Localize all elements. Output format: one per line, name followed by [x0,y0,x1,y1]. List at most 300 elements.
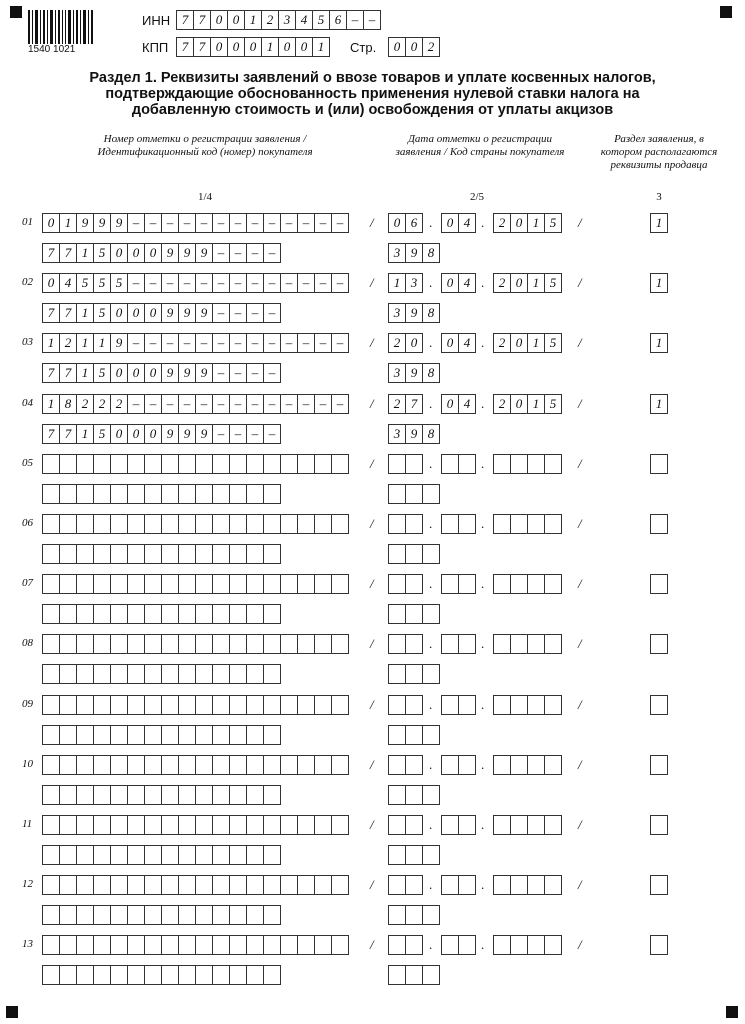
char-cell[interactable] [144,725,162,745]
char-cell[interactable] [458,755,476,775]
char-cell[interactable] [527,695,545,715]
char-cell[interactable] [229,875,247,895]
char-cell[interactable]: 1 [42,394,60,414]
char-cell[interactable] [388,845,406,865]
char-cell[interactable] [59,544,77,564]
char-cell[interactable]: – [263,424,281,444]
char-cell[interactable] [388,454,406,474]
char-cell[interactable]: 1 [76,243,94,263]
char-cell[interactable]: 8 [422,243,440,263]
char-cell[interactable]: 6 [405,213,423,233]
country-code-field[interactable] [388,484,440,504]
char-cell[interactable] [76,815,94,835]
char-cell[interactable]: – [212,363,230,383]
buyer-id-field[interactable] [42,845,281,865]
char-cell[interactable] [195,755,213,775]
char-cell[interactable] [212,664,230,684]
char-cell[interactable]: 0 [144,363,162,383]
registration-number-field[interactable] [42,454,349,474]
char-cell[interactable] [246,725,264,745]
char-cell[interactable] [246,875,264,895]
char-cell[interactable] [493,514,511,534]
char-cell[interactable]: – [161,394,179,414]
char-cell[interactable] [127,604,145,624]
char-cell[interactable] [76,484,94,504]
char-cell[interactable] [388,544,406,564]
char-cell[interactable] [388,815,406,835]
char-cell[interactable] [422,905,440,925]
char-cell[interactable] [493,815,511,835]
char-cell[interactable] [229,604,247,624]
char-cell[interactable] [229,965,247,985]
date-year-field[interactable] [493,514,562,534]
char-cell[interactable] [42,785,60,805]
char-cell[interactable] [297,875,315,895]
char-cell[interactable] [144,454,162,474]
char-cell[interactable] [59,785,77,805]
char-cell[interactable]: – [263,273,281,293]
char-cell[interactable] [59,634,77,654]
char-cell[interactable] [42,634,60,654]
date-day-field[interactable] [388,755,423,775]
date-year-field[interactable] [493,815,562,835]
char-cell[interactable]: 0 [227,10,245,30]
char-cell[interactable] [59,604,77,624]
char-cell[interactable] [42,905,60,925]
char-cell[interactable] [314,695,332,715]
char-cell[interactable] [544,634,562,654]
char-cell[interactable] [76,574,94,594]
char-cell[interactable] [405,845,423,865]
date-year-field[interactable] [493,273,562,293]
char-cell[interactable]: 1 [76,303,94,323]
char-cell[interactable]: 0 [210,37,228,57]
char-cell[interactable] [493,634,511,654]
char-cell[interactable] [544,875,562,895]
char-cell[interactable] [263,965,281,985]
seller-section-field[interactable] [650,273,668,293]
char-cell[interactable] [246,695,264,715]
char-cell[interactable]: – [195,333,213,353]
char-cell[interactable] [650,875,668,895]
char-cell[interactable] [144,845,162,865]
char-cell[interactable]: – [246,303,264,323]
char-cell[interactable]: 7 [176,10,194,30]
char-cell[interactable] [110,785,128,805]
char-cell[interactable]: – [144,213,162,233]
char-cell[interactable]: – [178,394,196,414]
char-cell[interactable]: 1 [388,273,406,293]
char-cell[interactable] [527,815,545,835]
char-cell[interactable] [127,695,145,715]
char-cell[interactable] [441,514,459,534]
char-cell[interactable]: – [246,363,264,383]
char-cell[interactable] [178,755,196,775]
char-cell[interactable] [527,755,545,775]
char-cell[interactable] [246,785,264,805]
char-cell[interactable]: 8 [422,303,440,323]
char-cell[interactable] [297,815,315,835]
char-cell[interactable] [195,574,213,594]
char-cell[interactable] [405,905,423,925]
char-cell[interactable] [110,845,128,865]
char-cell[interactable]: 1 [59,213,77,233]
char-cell[interactable] [422,725,440,745]
char-cell[interactable] [422,664,440,684]
char-cell[interactable] [280,695,298,715]
char-cell[interactable] [331,574,349,594]
buyer-id-field[interactable] [42,544,281,564]
char-cell[interactable] [441,695,459,715]
char-cell[interactable] [161,484,179,504]
buyer-id-field[interactable] [42,604,281,624]
char-cell[interactable] [246,454,264,474]
char-cell[interactable] [110,454,128,474]
char-cell[interactable]: 6 [329,10,347,30]
char-cell[interactable] [178,845,196,865]
date-year-field[interactable] [493,695,562,715]
char-cell[interactable] [527,454,545,474]
char-cell[interactable]: 0 [244,37,262,57]
char-cell[interactable] [110,905,128,925]
char-cell[interactable] [127,815,145,835]
char-cell[interactable] [59,875,77,895]
char-cell[interactable] [246,514,264,534]
char-cell[interactable] [229,815,247,835]
date-day-field[interactable] [388,935,423,955]
char-cell[interactable] [388,755,406,775]
char-cell[interactable]: 3 [388,303,406,323]
date-day-field[interactable] [388,815,423,835]
char-cell[interactable] [195,815,213,835]
char-cell[interactable]: – [195,273,213,293]
char-cell[interactable] [229,454,247,474]
char-cell[interactable] [42,574,60,594]
char-cell[interactable] [76,965,94,985]
char-cell[interactable] [314,935,332,955]
char-cell[interactable] [263,935,281,955]
char-cell[interactable] [280,935,298,955]
char-cell[interactable] [314,634,332,654]
char-cell[interactable]: 0 [110,243,128,263]
char-cell[interactable]: 4 [458,213,476,233]
char-cell[interactable] [195,845,213,865]
char-cell[interactable] [297,634,315,654]
char-cell[interactable]: 2 [493,394,511,414]
char-cell[interactable]: 0 [405,333,423,353]
char-cell[interactable]: – [229,394,247,414]
seller-section-field[interactable] [650,875,668,895]
char-cell[interactable] [144,695,162,715]
char-cell[interactable] [527,574,545,594]
char-cell[interactable] [212,785,230,805]
char-cell[interactable] [76,454,94,474]
char-cell[interactable]: 4 [458,273,476,293]
char-cell[interactable]: 9 [178,243,196,263]
char-cell[interactable] [246,935,264,955]
char-cell[interactable]: 7 [42,424,60,444]
char-cell[interactable] [331,875,349,895]
char-cell[interactable] [161,905,179,925]
char-cell[interactable] [178,785,196,805]
char-cell[interactable] [161,725,179,745]
date-day-field[interactable] [388,394,423,414]
char-cell[interactable]: – [144,394,162,414]
char-cell[interactable] [76,935,94,955]
char-cell[interactable] [212,935,230,955]
date-year-field[interactable] [493,634,562,654]
char-cell[interactable] [212,484,230,504]
char-cell[interactable]: 0 [441,333,459,353]
char-cell[interactable]: – [263,394,281,414]
char-cell[interactable]: 5 [93,273,111,293]
country-code-field[interactable] [388,965,440,985]
char-cell[interactable]: – [280,273,298,293]
char-cell[interactable] [42,815,60,835]
char-cell[interactable] [650,514,668,534]
char-cell[interactable] [195,785,213,805]
seller-section-field[interactable] [650,695,668,715]
char-cell[interactable] [493,695,511,715]
char-cell[interactable] [544,514,562,534]
char-cell[interactable] [405,514,423,534]
char-cell[interactable] [263,544,281,564]
char-cell[interactable] [263,514,281,534]
char-cell[interactable] [331,634,349,654]
char-cell[interactable] [178,695,196,715]
country-code-field[interactable] [388,424,440,444]
char-cell[interactable] [229,905,247,925]
char-cell[interactable] [388,935,406,955]
date-month-field[interactable] [441,514,476,534]
char-cell[interactable]: 5 [93,424,111,444]
char-cell[interactable]: – [127,394,145,414]
char-cell[interactable]: 7 [59,243,77,263]
char-cell[interactable] [76,875,94,895]
registration-number-field[interactable] [42,755,349,775]
char-cell[interactable]: – [346,10,364,30]
char-cell[interactable]: 2 [388,394,406,414]
char-cell[interactable] [42,604,60,624]
char-cell[interactable] [212,544,230,564]
char-cell[interactable]: – [280,394,298,414]
char-cell[interactable] [263,755,281,775]
char-cell[interactable]: 8 [422,424,440,444]
char-cell[interactable]: 0 [144,424,162,444]
char-cell[interactable] [458,574,476,594]
char-cell[interactable]: 0 [127,424,145,444]
char-cell[interactable]: 5 [110,273,128,293]
char-cell[interactable]: 9 [195,243,213,263]
char-cell[interactable] [458,454,476,474]
char-cell[interactable]: 7 [42,363,60,383]
date-month-field[interactable] [441,454,476,474]
char-cell[interactable]: 5 [93,243,111,263]
date-month-field[interactable] [441,875,476,895]
char-cell[interactable] [331,935,349,955]
char-cell[interactable]: 7 [59,303,77,323]
seller-section-field[interactable] [650,454,668,474]
char-cell[interactable] [76,905,94,925]
char-cell[interactable] [263,905,281,925]
char-cell[interactable] [527,634,545,654]
char-cell[interactable] [212,604,230,624]
char-cell[interactable] [405,484,423,504]
char-cell[interactable]: 5 [93,303,111,323]
char-cell[interactable]: 0 [510,213,528,233]
char-cell[interactable] [195,965,213,985]
char-cell[interactable] [195,695,213,715]
char-cell[interactable] [178,454,196,474]
char-cell[interactable]: 1 [42,333,60,353]
char-cell[interactable] [93,634,111,654]
char-cell[interactable]: 1 [76,424,94,444]
char-cell[interactable] [263,695,281,715]
char-cell[interactable] [650,755,668,775]
buyer-id-field[interactable] [42,243,281,263]
char-cell[interactable] [388,785,406,805]
char-cell[interactable] [331,755,349,775]
char-cell[interactable] [144,875,162,895]
char-cell[interactable] [212,514,230,534]
char-cell[interactable] [93,815,111,835]
char-cell[interactable]: – [314,213,332,233]
char-cell[interactable] [544,755,562,775]
char-cell[interactable] [422,544,440,564]
char-cell[interactable] [76,664,94,684]
char-cell[interactable]: – [331,273,349,293]
char-cell[interactable]: – [246,273,264,293]
char-cell[interactable] [441,815,459,835]
char-cell[interactable] [161,514,179,534]
char-cell[interactable]: 9 [405,243,423,263]
char-cell[interactable] [280,514,298,534]
date-day-field[interactable] [388,574,423,594]
char-cell[interactable]: 4 [458,394,476,414]
char-cell[interactable] [93,845,111,865]
char-cell[interactable] [527,514,545,534]
char-cell[interactable] [110,965,128,985]
char-cell[interactable] [42,845,60,865]
char-cell[interactable] [110,544,128,564]
char-cell[interactable] [405,725,423,745]
char-cell[interactable] [263,604,281,624]
char-cell[interactable] [544,935,562,955]
buyer-id-field[interactable] [42,725,281,745]
char-cell[interactable]: 1 [527,213,545,233]
char-cell[interactable]: – [229,363,247,383]
char-cell[interactable]: – [178,333,196,353]
char-cell[interactable]: – [246,213,264,233]
char-cell[interactable] [405,965,423,985]
char-cell[interactable] [42,965,60,985]
char-cell[interactable]: 0 [227,37,245,57]
char-cell[interactable] [93,664,111,684]
char-cell[interactable] [422,965,440,985]
char-cell[interactable] [42,484,60,504]
char-cell[interactable] [229,514,247,534]
char-cell[interactable]: 2 [110,394,128,414]
char-cell[interactable] [331,815,349,835]
char-cell[interactable]: – [363,10,381,30]
char-cell[interactable] [314,514,332,534]
char-cell[interactable]: 7 [193,37,211,57]
char-cell[interactable] [127,875,145,895]
country-code-field[interactable] [388,664,440,684]
char-cell[interactable]: 1 [93,333,111,353]
date-month-field[interactable] [441,815,476,835]
char-cell[interactable] [76,755,94,775]
char-cell[interactable] [42,544,60,564]
char-cell[interactable] [441,875,459,895]
char-cell[interactable] [59,755,77,775]
date-month-field[interactable] [441,695,476,715]
char-cell[interactable] [76,634,94,654]
char-cell[interactable]: – [212,424,230,444]
char-cell[interactable] [59,905,77,925]
char-cell[interactable] [510,755,528,775]
char-cell[interactable]: 4 [295,10,313,30]
char-cell[interactable] [405,755,423,775]
char-cell[interactable] [212,845,230,865]
char-cell[interactable] [297,695,315,715]
char-cell[interactable]: 0 [510,273,528,293]
char-cell[interactable] [650,454,668,474]
buyer-id-field[interactable] [42,424,281,444]
char-cell[interactable]: 0 [42,273,60,293]
char-cell[interactable] [93,484,111,504]
char-cell[interactable] [405,695,423,715]
char-cell[interactable] [297,574,315,594]
char-cell[interactable] [280,815,298,835]
char-cell[interactable] [527,875,545,895]
char-cell[interactable] [280,755,298,775]
char-cell[interactable]: 5 [544,273,562,293]
date-month-field[interactable] [441,273,476,293]
char-cell[interactable] [93,935,111,955]
seller-section-field[interactable] [650,213,668,233]
char-cell[interactable] [212,875,230,895]
char-cell[interactable] [144,544,162,564]
char-cell[interactable]: 2 [261,10,279,30]
char-cell[interactable]: – [178,213,196,233]
char-cell[interactable] [93,725,111,745]
char-cell[interactable]: 9 [195,363,213,383]
buyer-id-field[interactable] [42,965,281,985]
char-cell[interactable] [161,695,179,715]
char-cell[interactable]: – [246,394,264,414]
char-cell[interactable] [229,574,247,594]
char-cell[interactable] [229,845,247,865]
char-cell[interactable] [212,755,230,775]
char-cell[interactable] [493,875,511,895]
seller-section-field[interactable] [650,755,668,775]
char-cell[interactable] [405,785,423,805]
char-cell[interactable]: 1 [650,273,668,293]
char-cell[interactable]: 0 [388,213,406,233]
char-cell[interactable] [212,454,230,474]
char-cell[interactable] [246,845,264,865]
char-cell[interactable] [493,574,511,594]
char-cell[interactable] [297,935,315,955]
char-cell[interactable] [331,695,349,715]
char-cell[interactable] [544,454,562,474]
char-cell[interactable] [388,965,406,985]
char-cell[interactable] [280,454,298,474]
char-cell[interactable] [280,875,298,895]
char-cell[interactable]: – [314,273,332,293]
char-cell[interactable] [93,785,111,805]
